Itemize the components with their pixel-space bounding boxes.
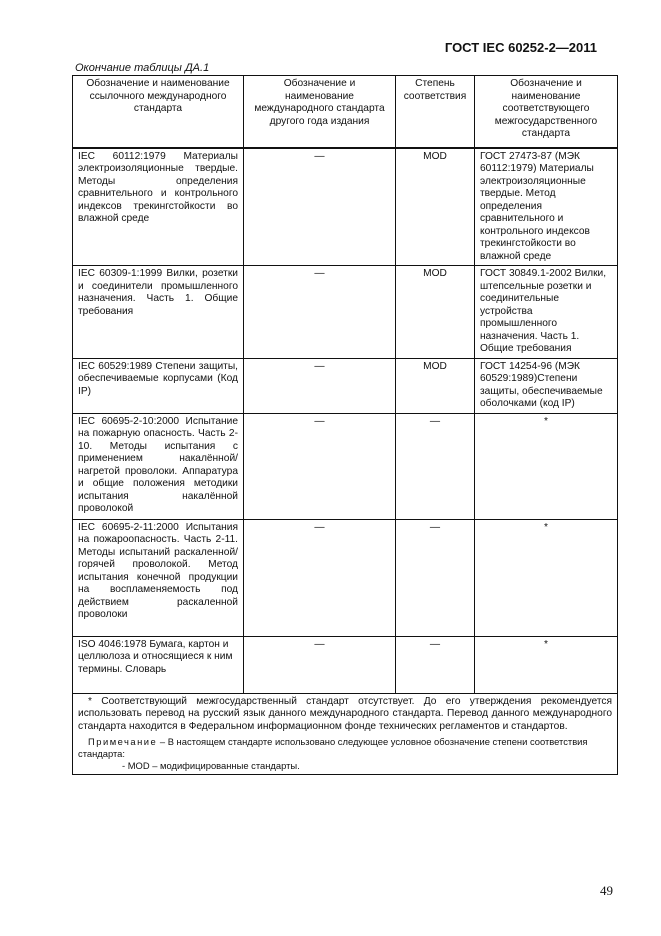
document-header: ГОСТ IEC 60252-2—2011 — [444, 40, 597, 55]
cell-other-year: — — [244, 636, 396, 693]
footnote-note — [78, 736, 612, 759]
cell-other-year: — — [244, 358, 396, 413]
page-number: 49 — [600, 883, 613, 898]
cell-degree: MOD — [396, 266, 475, 359]
cell-other-year: — — [244, 266, 396, 359]
cell-reference: IEC 60695-2-10:2000 Испытание на пожарную опасность. Часть 2-10. Методы испытания с применением накалённой/нагретой проволоки. Аппаратура и общие положения методики испытания накалённой проволокой — [73, 413, 244, 519]
cell-interstate: * — [475, 636, 618, 693]
table-row — [73, 266, 618, 359]
footnote-star-text: * Соответствующий межгосударственный стандарт отсутствует. До его утверждения рекомендуется использовать перевод на русский язык данного международного стандарта. Перевод данного международного стандарта находится в Федеральном информационном фонде технических регламентов и стандартов. — [78, 695, 612, 732]
cell-degree: MOD — [396, 148, 475, 266]
column-header-reference: Обозначение и наименование ссылочного международного стандарта — [73, 76, 244, 148]
table-footnote-row — [73, 693, 618, 774]
cell-degree: MOD — [396, 358, 475, 413]
cell-other-year: — — [244, 148, 396, 266]
cell-reference: IEC 60309-1:1999 Вилки, розетки и соединители промышленного назначения. Часть 1. Общие требования — [73, 266, 244, 359]
cell-degree: — — [396, 413, 475, 519]
table-footnote — [73, 693, 618, 774]
cell-interstate: ГОСТ 14254-96 (МЭК 60529:1989)Степени защиты, обеспечиваемые оболочками (код IP) — [475, 358, 618, 413]
footnote-list-item: - MOD – модифицированные стандарты. — [122, 760, 300, 772]
cell-interstate: ГОСТ 27473-87 (МЭК 60112:1979) Материалы электроизоляционные твердые. Метод определения сравнительного и контрольного индексов трекингстойкости во влажной среде — [475, 148, 618, 266]
cell-other-year: — — [244, 413, 396, 519]
column-header-interstate: Обозначение и наименование соответствующего межгосударственного стандарта — [475, 76, 618, 148]
cell-other-year: — — [244, 519, 396, 636]
cell-degree: — — [396, 519, 475, 636]
cell-reference: IEC 60695-2-11:2000 Испытания на пожароопасность. Часть 2-11. Методы испытаний раскаленной/горячей проволокой. Метод испытания конечной продукции на воспламеняемость под действием раскаленной проволоки — [73, 519, 244, 636]
table-row — [73, 413, 618, 519]
note-text: – В настоящем стандарте использовано следующее условное обозначение степени соответствия стандарта: — [78, 736, 588, 759]
cell-degree: — — [396, 636, 475, 693]
correspondence-table — [72, 75, 618, 775]
table-row — [73, 148, 618, 266]
cell-interstate: * — [475, 413, 618, 519]
note-label: Примечание — [88, 736, 158, 748]
table-header-row — [73, 76, 618, 148]
table-caption: Окончание таблицы ДА.1 — [75, 62, 210, 74]
column-header-other-year: Обозначение и наименование международного стандарта другого года издания — [244, 76, 396, 148]
cell-reference: IEC 60529:1989 Степени защиты, обеспечиваемые корпусами (Код IP) — [73, 358, 244, 413]
cell-interstate: ГОСТ 30849.1-2002 Вилки, штепсельные розетки и соединительные устройства промышленного назначения. Часть 1. Общие требования — [475, 266, 618, 359]
cell-interstate: * — [475, 519, 618, 636]
cell-reference: ISO 4046:1978 Бумага, картон и целлюлоза и относящиеся к ним термины. Словарь — [73, 636, 244, 693]
table-row — [73, 519, 618, 636]
table-row — [73, 636, 618, 693]
column-header-degree: Степень соответствия — [396, 76, 475, 148]
table-row — [73, 358, 618, 413]
cell-reference: IEC 60112:1979 Материалы электроизоляционные твердые. Методы определения сравнительного и контрольного индексов трекингстойкости во влажной среде — [73, 148, 244, 266]
